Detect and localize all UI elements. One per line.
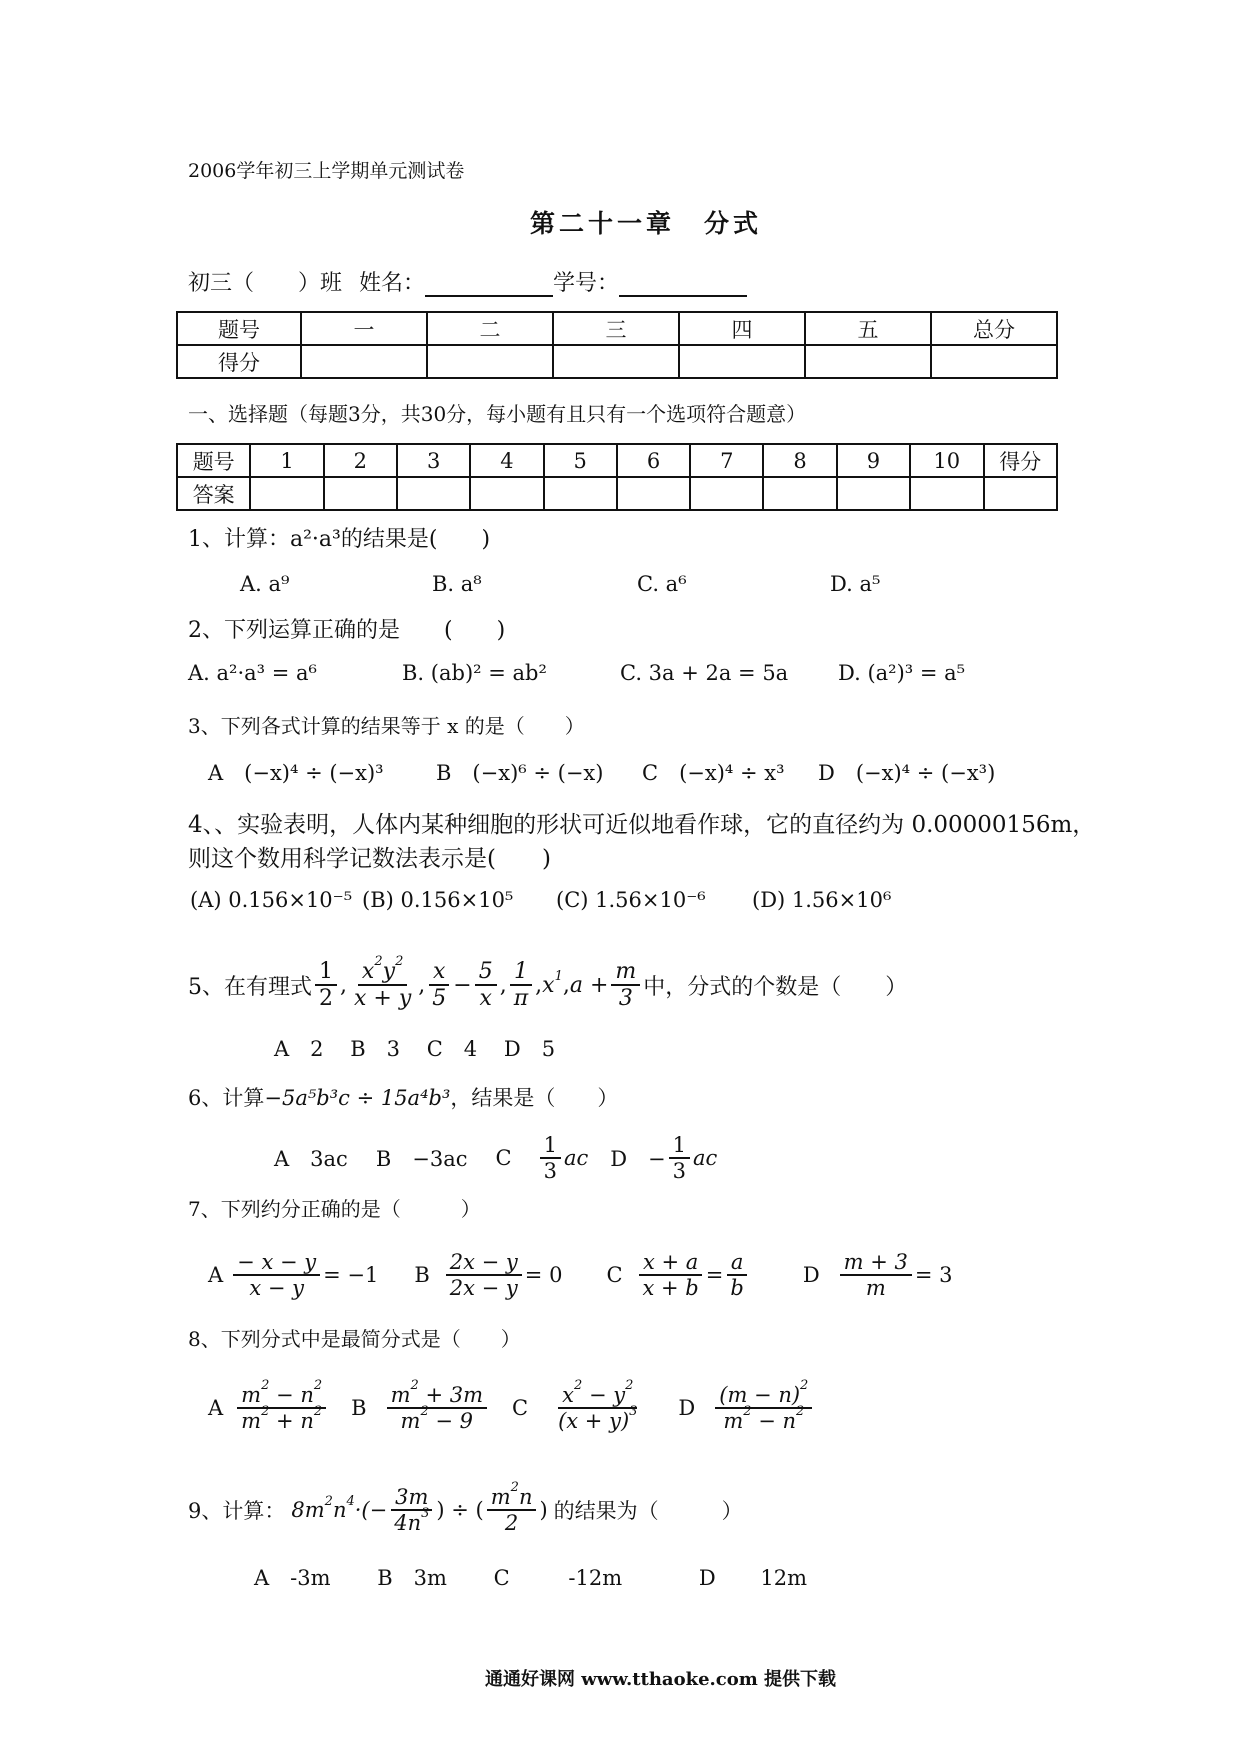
score-cell[interactable] bbox=[553, 345, 679, 378]
score-header-cell: 题号 bbox=[177, 312, 301, 345]
answer-cell[interactable] bbox=[397, 477, 470, 510]
q8-stem: 8、下列分式中是最简分式是（ ） bbox=[188, 1327, 521, 1351]
q5-expr-1: $\frac{1}{2}$ bbox=[315, 959, 337, 1012]
q4-option-c: (C) 1.56×10⁻⁶ bbox=[556, 888, 706, 912]
q5-prefix: 5、在有理式 bbox=[188, 974, 312, 1000]
answer-header-cell: 9 bbox=[837, 444, 910, 477]
q4-option-d: (D) 1.56×10⁶ bbox=[752, 888, 892, 912]
student-info bbox=[188, 266, 747, 297]
answer-header-cell: 得分 bbox=[984, 444, 1057, 477]
q4-option-a: (A) 0.156×10⁻⁵ bbox=[190, 888, 353, 912]
q4-stem-line2: 则这个数用科学记数法表示是( ) bbox=[188, 846, 551, 872]
score-header-cell: 五 bbox=[805, 312, 931, 345]
answer-table-header-row bbox=[177, 444, 1057, 477]
q2-option-a: A. a²·a³ = a⁶ bbox=[188, 661, 317, 685]
q7-option-d-rhs: = 3 bbox=[914, 1263, 953, 1287]
answer-table bbox=[176, 443, 1058, 511]
answer-header-cell: 10 bbox=[910, 444, 983, 477]
q5-expr-6: $x^1$ bbox=[542, 968, 563, 998]
q5-expr-7: a + bbox=[569, 972, 609, 998]
q6-option-d-var: ac bbox=[693, 1146, 718, 1170]
answer-header-cell: 5 bbox=[544, 444, 617, 477]
q2-stem: 2、下列运算正确的是 ( ) bbox=[188, 618, 506, 643]
q1-option-b: B. a⁸ bbox=[432, 572, 482, 596]
q2-option-b: B. (ab)² = ab² bbox=[402, 661, 547, 685]
q9-expr-frac1: $\frac{3m}{4n^3}$ bbox=[390, 1485, 433, 1535]
q5-stem: 5、在有理式 $\frac{1}{2}$ , $\frac{x^2y^2}{x + y}$ , $\frac{x}{5}$ − $\frac{5}{x}$ , $\frac{1}{\pi}$ , $x^1$ , a + $\frac{m}{3}$ 中，分式的个数是（ ） bbox=[188, 953, 908, 1011]
q5-expr-2: $\frac{x^2y^2}{x + y}$ bbox=[354, 953, 412, 1011]
q9-prefix: 9、计算： bbox=[188, 1499, 286, 1523]
q7-label-c: C bbox=[606, 1263, 623, 1287]
answer-header-cell: 6 bbox=[617, 444, 690, 477]
q5-option-c: C 4 bbox=[426, 1037, 478, 1061]
answer-header-cell: 1 bbox=[250, 444, 323, 477]
q1-option-d: D. a⁵ bbox=[830, 572, 881, 596]
q7-option-a-frac: $\frac{- x - y}{x - y}$ bbox=[233, 1250, 320, 1300]
answer-cell[interactable] bbox=[470, 477, 543, 510]
number-label: 学号： bbox=[553, 271, 620, 296]
q8-option-c-frac: $\frac{x^2 - y^2}{(x + y)^3}$ bbox=[558, 1377, 638, 1433]
q7-option-b-rhs: = 0 bbox=[524, 1263, 563, 1287]
q6-stem bbox=[188, 1082, 618, 1112]
q8-label-b: B bbox=[351, 1396, 367, 1420]
q9-options bbox=[254, 1562, 807, 1592]
score-table-header-row bbox=[177, 312, 1057, 345]
q7-label-a: A bbox=[208, 1263, 224, 1287]
q1-stem: 1、计算：a²·a³的结果是( ) bbox=[188, 527, 491, 552]
answer-header-cell: 4 bbox=[470, 444, 543, 477]
footer-credit: 通通好课网 www.tthaoke.com 提供下载 bbox=[485, 1669, 837, 1690]
q9-stem: 9、计算： $8m^2n^4\cdot(-$ $\frac{3m}{4n^3}$ ) ÷ ( $\frac{m^2n}{2}$ ) 的结果为（ ） bbox=[188, 1479, 743, 1535]
answer-cell[interactable] bbox=[690, 477, 763, 510]
score-cell[interactable] bbox=[301, 345, 427, 378]
q9-option-a: A -3m bbox=[254, 1566, 331, 1590]
q1-option-c: C. a⁶ bbox=[637, 572, 687, 596]
q4-stem-line1: 4、、实验表明，人体内某种细胞的形状可近似地看作球，它的直径约为 0.00000156m， bbox=[188, 812, 1096, 838]
q5-option-b: B 3 bbox=[350, 1037, 401, 1061]
score-row-label: 得分 bbox=[177, 345, 301, 378]
q5-expr-4: $\frac{5}{x}$ bbox=[475, 959, 497, 1012]
q8-options bbox=[208, 1374, 815, 1442]
q7-option-d-frac: $\frac{m + 3}{m}$ bbox=[840, 1250, 912, 1300]
q9-suffix: 的结果为（ ） bbox=[553, 1499, 743, 1523]
score-cell[interactable] bbox=[931, 345, 1057, 378]
q6-option-b: B −3ac bbox=[375, 1147, 468, 1171]
exam-header: 2006学年初三上学期单元测试卷 bbox=[188, 160, 465, 182]
q5-option-a: A 2 bbox=[274, 1037, 324, 1061]
q7-option-b-frac: $\frac{2x - y}{2x - y}$ bbox=[446, 1250, 522, 1300]
q5-expr-5: $\frac{1}{\pi}$ bbox=[510, 959, 532, 1012]
q9-option-d-value: 12m bbox=[760, 1566, 807, 1590]
q1-option-a: A. a⁹ bbox=[240, 572, 290, 596]
answer-header-cell: 3 bbox=[397, 444, 470, 477]
answer-row-label: 答案 bbox=[177, 477, 250, 510]
q4-option-b: (B) 0.156×10⁵ bbox=[362, 888, 514, 912]
answer-header-cell: 7 bbox=[690, 444, 763, 477]
answer-cell[interactable] bbox=[910, 477, 983, 510]
answer-cell[interactable] bbox=[250, 477, 323, 510]
q8-label-c: C bbox=[512, 1396, 529, 1420]
answer-cell[interactable] bbox=[763, 477, 836, 510]
score-header-cell: 二 bbox=[427, 312, 553, 345]
q5-option-d: D 5 bbox=[503, 1037, 556, 1061]
q9-expr-frac2: $\frac{m^2n}{2}$ bbox=[487, 1485, 537, 1535]
q9-option-c-label: C bbox=[493, 1566, 510, 1590]
q8-option-b-frac: $\frac{m^2 + 3m}{m^2 - 9}$ bbox=[387, 1383, 487, 1433]
q3-option-a: A (−x)⁴ ÷ (−x)³ bbox=[208, 761, 384, 785]
q5-expr-7-frac: $\frac{m}{3}$ bbox=[611, 959, 640, 1012]
q3-option-c: C (−x)⁴ ÷ x³ bbox=[642, 761, 785, 785]
q6-option-c: C bbox=[495, 1146, 512, 1170]
section1-title: 一、选择题（每题3分，共30分，每小题有且只有一个选项符合题意） bbox=[188, 402, 807, 426]
q8-label-d: D bbox=[678, 1396, 696, 1420]
q7-label-b: B bbox=[414, 1263, 430, 1287]
q6-suffix: ，结果是（ ） bbox=[450, 1086, 619, 1110]
q7-options: A $\frac{- x - y}{x - y}$ = −1 B $\frac{2x - y}{2x - y}$ = 0 C $\frac{x + a}{x + b}$ = $\frac{a}{b}$ D $\frac{m + 3}{m}$ = 3 bbox=[208, 1249, 953, 1300]
score-cell[interactable] bbox=[427, 345, 553, 378]
answer-table-row bbox=[177, 477, 1057, 510]
q8-label-a: A bbox=[208, 1396, 224, 1420]
answer-cell[interactable] bbox=[984, 477, 1057, 510]
q5-expr-3: $\frac{x}{5}$ bbox=[428, 959, 450, 1012]
score-header-cell: 总分 bbox=[931, 312, 1057, 345]
name-field[interactable] bbox=[425, 271, 553, 297]
q6-option-c-var: ac bbox=[563, 1146, 589, 1170]
q7-option-c-frac: $\frac{x + a}{x + b}$ bbox=[639, 1250, 703, 1300]
answer-header-cell: 2 bbox=[324, 444, 397, 477]
q6-option-d: D − bbox=[610, 1147, 666, 1171]
q5-suffix: 中，分式的个数是（ ） bbox=[643, 974, 908, 1000]
q5-options bbox=[274, 1033, 555, 1063]
score-table bbox=[176, 311, 1058, 379]
q9-option-d-label: D bbox=[698, 1566, 716, 1590]
q7-stem: 7、下列约分正确的是（ ） bbox=[188, 1197, 481, 1221]
answer-header-cell: 8 bbox=[763, 444, 836, 477]
name-label: 姓名： bbox=[359, 271, 426, 296]
q2-option-c: C. 3a + 2a = 5a bbox=[620, 661, 789, 685]
score-header-cell: 四 bbox=[679, 312, 805, 345]
q6-option-a: A 3ac bbox=[274, 1147, 348, 1171]
q7-option-a-rhs: = −1 bbox=[323, 1263, 379, 1287]
score-header-cell: 三 bbox=[553, 312, 679, 345]
q9-option-b: B 3m bbox=[377, 1566, 447, 1590]
q6-expr: −5a⁵b³c ÷ 15a⁴b³ bbox=[264, 1086, 451, 1110]
score-cell[interactable] bbox=[679, 345, 805, 378]
q6-prefix: 6、计算 bbox=[188, 1086, 265, 1110]
q8-option-a-frac: $\frac{m^2 - n^2}{m^2 + n^2}$ bbox=[237, 1383, 326, 1433]
q3-option-d: D (−x)⁴ ÷ (−x³) bbox=[818, 761, 996, 785]
q8-option-d-frac: $\frac{(m - n)^2}{m^2 - n^2}$ bbox=[715, 1383, 812, 1433]
answer-cell[interactable] bbox=[837, 477, 910, 510]
q9-option-c-value: -12m bbox=[568, 1566, 623, 1590]
score-header-cell: 一 bbox=[301, 312, 427, 345]
q7-option-c-rhs: $\frac{a}{b}$ bbox=[726, 1250, 747, 1300]
chapter-title: 第二十一章 分式 bbox=[530, 209, 763, 238]
q3-stem: 3、下列各式计算的结果等于 x 的是（ ） bbox=[188, 714, 585, 738]
class-label: 初三（ ）班 bbox=[188, 271, 343, 296]
score-table-row bbox=[177, 345, 1057, 378]
q7-label-d: D bbox=[802, 1263, 820, 1287]
score-cell[interactable] bbox=[805, 345, 931, 378]
answer-cell[interactable] bbox=[544, 477, 617, 510]
answer-header-cell: 题号 bbox=[177, 444, 250, 477]
q9-expr: $8m^2n^4\cdot(-$ bbox=[291, 1494, 388, 1522]
q6-option-c-frac: $\frac{1}{3}$ bbox=[540, 1133, 561, 1183]
q3-option-b: B (−x)⁶ ÷ (−x) bbox=[436, 761, 604, 785]
answer-cell[interactable] bbox=[617, 477, 690, 510]
q6-option-d-frac: $\frac{1}{3}$ bbox=[669, 1133, 690, 1183]
answer-cell[interactable] bbox=[324, 477, 397, 510]
student-number-field[interactable] bbox=[619, 271, 747, 297]
q6-options bbox=[274, 1130, 717, 1186]
q2-option-d: D. (a²)³ = a⁵ bbox=[838, 661, 966, 685]
